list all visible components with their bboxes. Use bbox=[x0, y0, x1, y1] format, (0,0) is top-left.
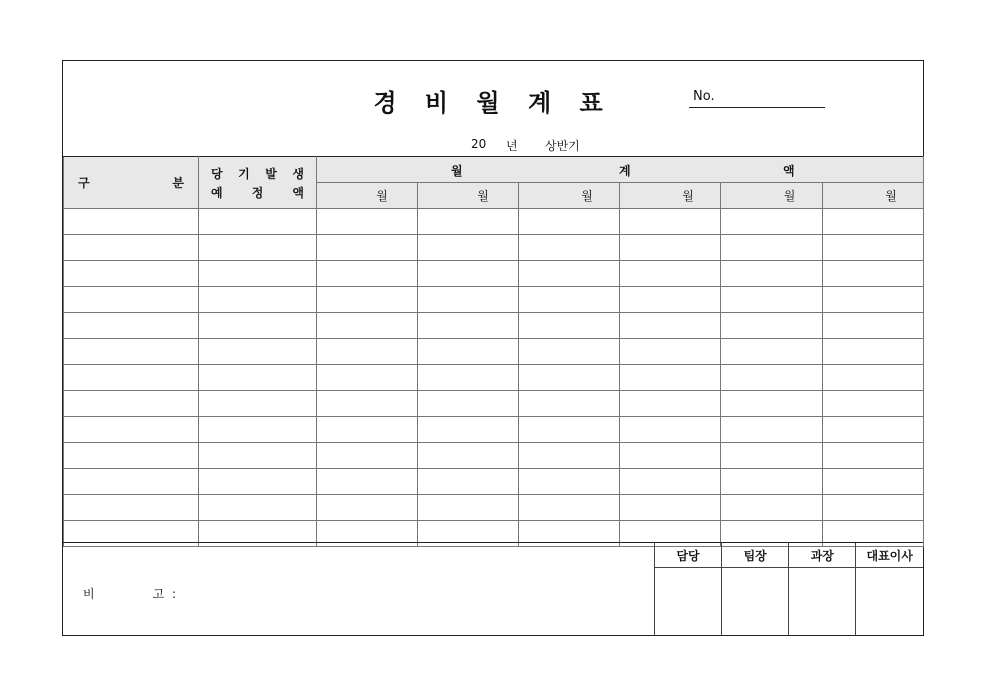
table-cell[interactable] bbox=[823, 287, 924, 313]
table-row bbox=[64, 391, 924, 417]
table-cell[interactable] bbox=[199, 495, 317, 521]
expense-table bbox=[63, 156, 924, 547]
table-cell[interactable] bbox=[317, 391, 418, 417]
table-cell[interactable] bbox=[721, 287, 823, 313]
table-cell[interactable] bbox=[64, 391, 199, 417]
table-cell[interactable] bbox=[519, 235, 620, 261]
table-cell[interactable] bbox=[823, 235, 924, 261]
year-prefix: 20 bbox=[471, 137, 487, 151]
document-number-field[interactable] bbox=[689, 107, 825, 108]
table-cell[interactable] bbox=[64, 443, 199, 469]
table-row bbox=[64, 261, 924, 287]
table-row bbox=[64, 417, 924, 443]
table-cell[interactable] bbox=[418, 313, 519, 339]
table-cell[interactable] bbox=[620, 469, 721, 495]
category-header: 구 분 bbox=[64, 157, 199, 209]
table-cell[interactable] bbox=[317, 313, 418, 339]
table-row bbox=[64, 339, 924, 365]
table-cell[interactable] bbox=[721, 391, 823, 417]
table-cell[interactable] bbox=[620, 495, 721, 521]
table-cell[interactable] bbox=[823, 313, 924, 339]
signature-box-ceo[interactable] bbox=[856, 568, 923, 637]
table-row bbox=[64, 469, 924, 495]
table-row bbox=[64, 365, 924, 391]
table-cell[interactable] bbox=[823, 417, 924, 443]
table-row bbox=[64, 235, 924, 261]
document-title: 경 비 월 계 표 bbox=[373, 89, 613, 117]
table-cell[interactable] bbox=[199, 235, 317, 261]
table-cell[interactable] bbox=[721, 235, 823, 261]
table-cell[interactable] bbox=[823, 391, 924, 417]
document-number-label: No. bbox=[693, 89, 715, 104]
table-row bbox=[64, 313, 924, 339]
month-header-5: 월 bbox=[721, 183, 823, 209]
table-cell[interactable] bbox=[721, 365, 823, 391]
table-cell[interactable] bbox=[64, 261, 199, 287]
table-cell[interactable] bbox=[823, 365, 924, 391]
table-cell[interactable] bbox=[519, 261, 620, 287]
table-cell[interactable] bbox=[721, 339, 823, 365]
month-header-4: 월 bbox=[620, 183, 721, 209]
table-cell[interactable] bbox=[199, 313, 317, 339]
table-cell[interactable] bbox=[721, 209, 823, 235]
table-cell[interactable] bbox=[418, 469, 519, 495]
table-cell[interactable] bbox=[199, 391, 317, 417]
table-cell[interactable] bbox=[64, 287, 199, 313]
table-cell[interactable] bbox=[418, 261, 519, 287]
signature-box-staff[interactable] bbox=[655, 568, 722, 637]
table-cell[interactable] bbox=[620, 443, 721, 469]
approval-label-ceo: 대표이사 bbox=[856, 543, 923, 568]
table-row bbox=[64, 209, 924, 235]
table-cell[interactable] bbox=[721, 495, 823, 521]
table-cell[interactable] bbox=[199, 469, 317, 495]
table-cell[interactable] bbox=[64, 209, 199, 235]
table-cell[interactable] bbox=[418, 417, 519, 443]
table-cell[interactable] bbox=[418, 443, 519, 469]
table-cell[interactable] bbox=[620, 235, 721, 261]
table-cell[interactable] bbox=[64, 235, 199, 261]
table-cell[interactable] bbox=[418, 287, 519, 313]
table-cell[interactable] bbox=[721, 261, 823, 287]
table-cell[interactable] bbox=[620, 365, 721, 391]
table-cell[interactable] bbox=[317, 443, 418, 469]
signature-box-team-lead[interactable] bbox=[722, 568, 789, 637]
planned-amount-header: 당 기 발 생 예 정 액 bbox=[199, 157, 317, 209]
table-cell[interactable] bbox=[317, 495, 418, 521]
table-cell[interactable] bbox=[199, 339, 317, 365]
table-cell[interactable] bbox=[823, 443, 924, 469]
month-header-6: 월 bbox=[823, 183, 924, 209]
approval-label-manager: 과장 bbox=[789, 543, 856, 568]
table-cell[interactable] bbox=[64, 365, 199, 391]
table-cell[interactable] bbox=[519, 209, 620, 235]
table-cell[interactable] bbox=[721, 313, 823, 339]
table-cell[interactable] bbox=[64, 417, 199, 443]
table-cell[interactable] bbox=[418, 495, 519, 521]
table-cell[interactable] bbox=[620, 391, 721, 417]
table-cell[interactable] bbox=[823, 339, 924, 365]
year-suffix: 년 bbox=[506, 139, 518, 153]
table-cell[interactable] bbox=[519, 417, 620, 443]
table-cell[interactable] bbox=[620, 417, 721, 443]
remarks-label: 비 고 : bbox=[83, 587, 179, 601]
table-cell[interactable] bbox=[519, 443, 620, 469]
approval-label-team-lead: 팀장 bbox=[722, 543, 789, 568]
footer-section bbox=[63, 542, 923, 636]
table-cell[interactable] bbox=[317, 235, 418, 261]
table-cell[interactable] bbox=[199, 365, 317, 391]
table-cell[interactable] bbox=[418, 209, 519, 235]
table-cell[interactable] bbox=[519, 495, 620, 521]
table-cell[interactable] bbox=[721, 469, 823, 495]
table-cell[interactable] bbox=[418, 235, 519, 261]
table-cell[interactable] bbox=[199, 287, 317, 313]
monthly-total-header: 월 계 액 bbox=[317, 157, 924, 183]
month-header-2: 월 bbox=[418, 183, 519, 209]
table-cell[interactable] bbox=[519, 365, 620, 391]
table-cell[interactable] bbox=[418, 365, 519, 391]
table-cell[interactable] bbox=[64, 469, 199, 495]
table-cell[interactable] bbox=[418, 339, 519, 365]
table-cell[interactable] bbox=[519, 339, 620, 365]
period-label: 상반기 bbox=[545, 139, 580, 153]
table-row bbox=[64, 287, 924, 313]
month-header-1: 월 bbox=[317, 183, 418, 209]
signature-box-manager[interactable] bbox=[789, 568, 856, 637]
table-cell[interactable] bbox=[519, 287, 620, 313]
table-cell[interactable] bbox=[620, 209, 721, 235]
table-cell[interactable] bbox=[199, 417, 317, 443]
table-cell[interactable] bbox=[64, 495, 199, 521]
approval-label-staff: 담당 bbox=[655, 543, 722, 568]
table-cell[interactable] bbox=[317, 261, 418, 287]
month-header-3: 월 bbox=[519, 183, 620, 209]
table-cell[interactable] bbox=[418, 391, 519, 417]
table-row bbox=[64, 495, 924, 521]
table-cell[interactable] bbox=[64, 313, 199, 339]
table-cell[interactable] bbox=[519, 391, 620, 417]
table-cell[interactable] bbox=[317, 209, 418, 235]
approval-box bbox=[654, 543, 923, 636]
expense-monthly-form bbox=[62, 60, 924, 636]
table-cell[interactable] bbox=[199, 209, 317, 235]
table-cell[interactable] bbox=[620, 339, 721, 365]
table-cell[interactable] bbox=[199, 443, 317, 469]
table-cell[interactable] bbox=[317, 469, 418, 495]
table-cell[interactable] bbox=[519, 313, 620, 339]
table-cell[interactable] bbox=[823, 209, 924, 235]
table-cell[interactable] bbox=[823, 469, 924, 495]
table-cell[interactable] bbox=[620, 287, 721, 313]
table-cell[interactable] bbox=[317, 365, 418, 391]
table-row bbox=[64, 443, 924, 469]
table-cell[interactable] bbox=[317, 287, 418, 313]
table-cell[interactable] bbox=[620, 261, 721, 287]
table-cell[interactable] bbox=[317, 417, 418, 443]
table-cell[interactable] bbox=[721, 443, 823, 469]
table-cell[interactable] bbox=[64, 339, 199, 365]
table-cell[interactable] bbox=[620, 313, 721, 339]
table-cell[interactable] bbox=[519, 469, 620, 495]
table-cell[interactable] bbox=[721, 417, 823, 443]
table-cell[interactable] bbox=[317, 339, 418, 365]
table-cell[interactable] bbox=[823, 261, 924, 287]
table-cell[interactable] bbox=[199, 261, 317, 287]
table-cell[interactable] bbox=[823, 495, 924, 521]
